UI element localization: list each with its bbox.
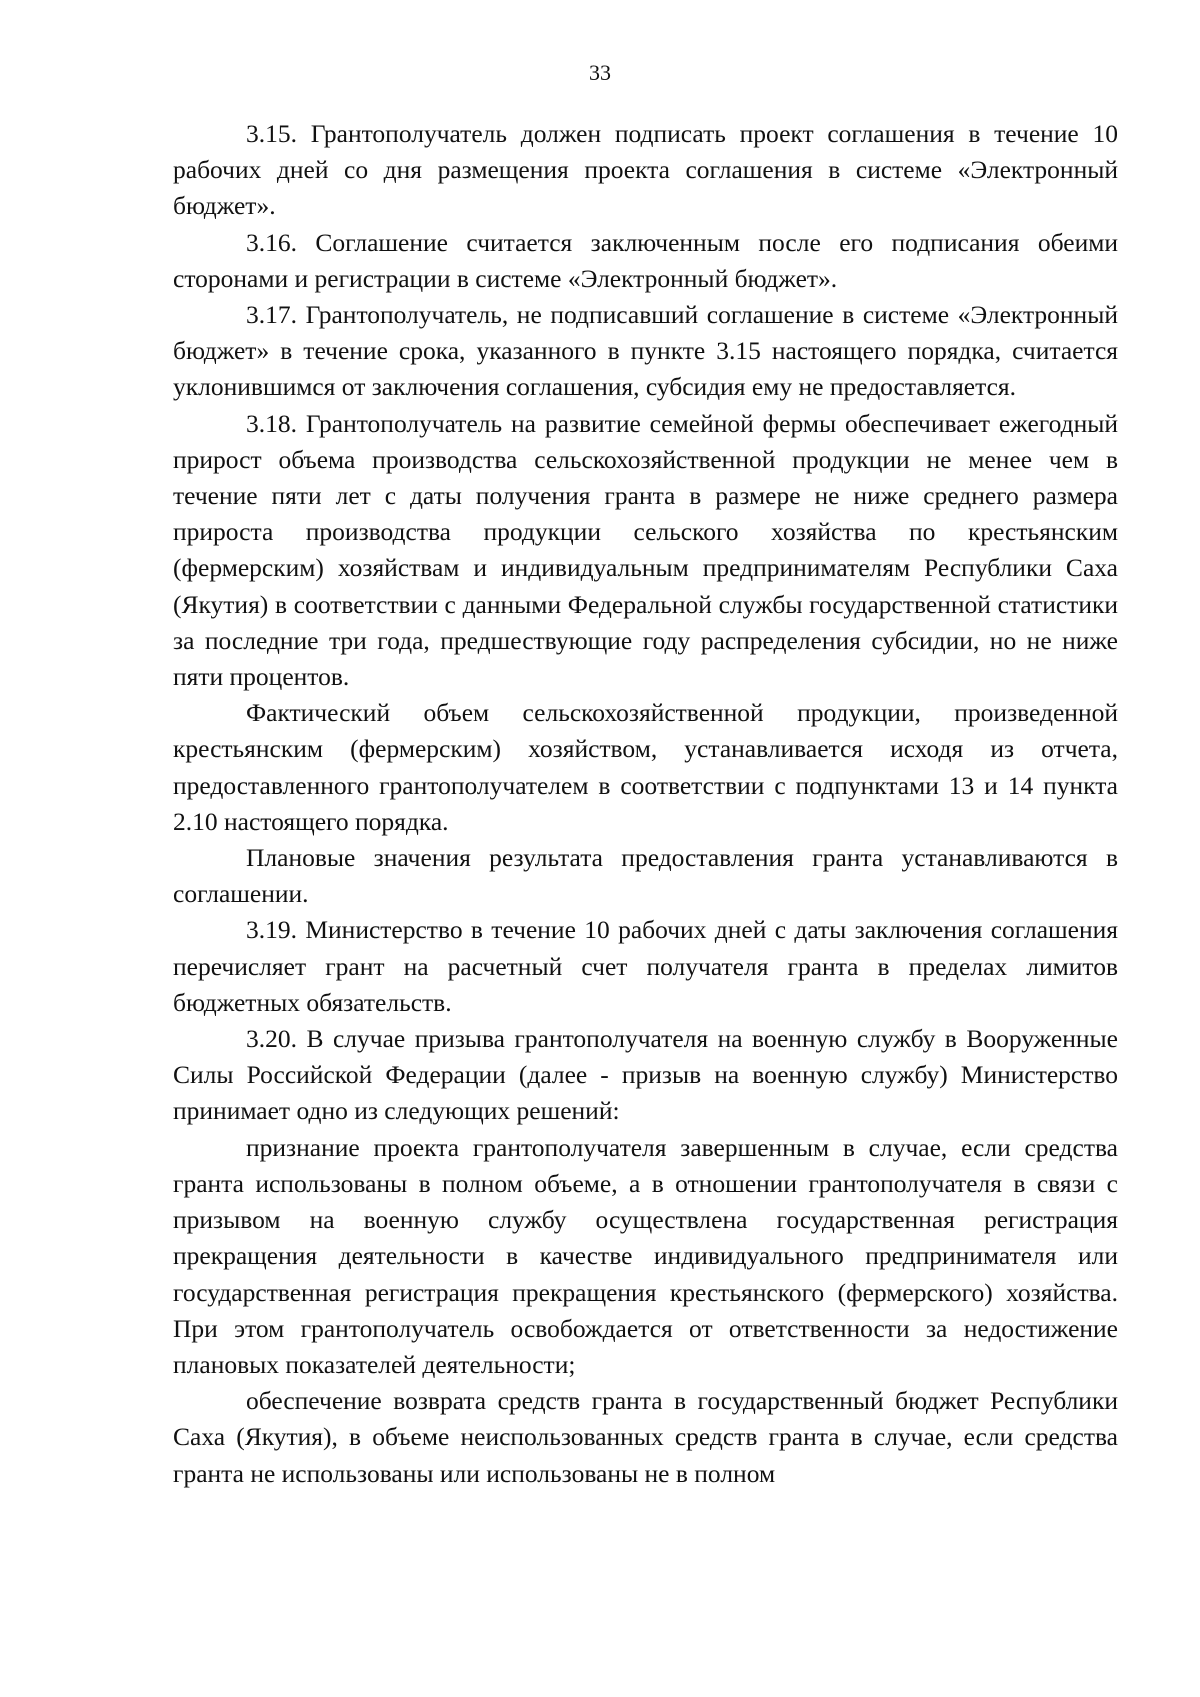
paragraph-actual-volume: Фактический объем сельскохозяйственной продукции, произведенной крестьянским (фермерским) хозяйством, устанавливается исходя из отчета, предоставленного грантополучателем в соответствии с подпунктами 13 и 14 пункта 2.10 настоящего порядка. (173, 698, 1118, 836)
paragraph-decision-refund: обеспечение возврата средств гранта в государственный бюджет Республики Саха (Якутия), в объеме неиспользованных средств гранта в случае, если средства гранта не использованы или использованы не в полном (173, 1386, 1118, 1488)
paragraph-3-16: 3.16. Соглашение считается заключенным после его подписания обеими сторонами и регистрации в системе «Электронный бюджет». (173, 227, 1118, 293)
document-body (173, 116, 1118, 1492)
page-number: 33 (589, 60, 611, 85)
paragraph-3-17: 3.17. Грантополучатель, не подписавший соглашение в системе «Электронный бюджет» в течение срока, указанного в пункте 3.15 настоящего порядка, считается уклонившимся от заключения соглашения, субсидия ему не предоставляется. (173, 300, 1118, 402)
paragraph-planned-values: Плановые значения результата предоставления гранта устанавливаются в соглашении. (173, 843, 1118, 909)
paragraph-3-15: 3.15. Грантополучатель должен подписать проект соглашения в течение 10 рабочих дней со дня размещения проекта соглашения в системе «Электронный бюджет». (173, 119, 1118, 221)
paragraph-decision-completed: признание проекта грантополучателя завершенным в случае, если средства гранта использованы в полном объеме, а в отношении грантополучателя в связи с призывом на военную службу осуществлена государственная регистрация прекращения деятельности в качестве индивидуального предпринимателя или государственная регистрация прекращения крестьянского (фермерского) хозяйства. При этом грантополучатель освобождается от ответственности за недостижение плановых показателей деятельности; (173, 1132, 1118, 1379)
paragraph-3-19: 3.19. Министерство в течение 10 рабочих дней с даты заключения соглашения перечисляет грант на расчетный счет получателя гранта в пределах лимитов бюджетных обязательств. (173, 915, 1118, 1017)
paragraph-3-20: 3.20. В случае призыва грантополучателя на военную службу в Вооруженные Силы Российской Федерации (далее - призыв на военную службу) Министерство принимает одно из следующих решений: (173, 1024, 1118, 1126)
paragraph-3-18: 3.18. Грантополучатель на развитие семейной фермы обеспечивает ежегодный прирост объема производства сельскохозяйственной продукции не менее чем в течение пяти лет с даты получения гранта в размере не ниже среднего размера прироста производства продукции сельского хозяйства по крестьянским (фермерским) хозяйствам и индивидуальным предпринимателям Республики Саха (Якутия) в соответствии с данными Федеральной службы государственной статистики за последние три года, предшествующие году распределения субсидии, но не ниже пяти процентов. (173, 408, 1118, 692)
